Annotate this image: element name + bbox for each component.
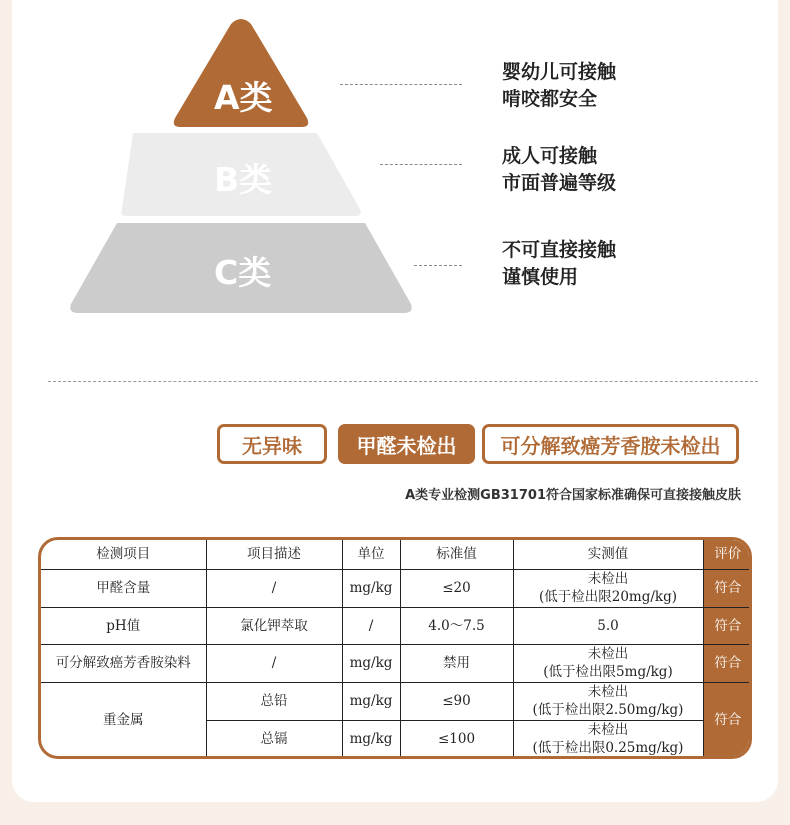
header-cell: 检测项目 (41, 540, 206, 569)
cell-unit: mg/kg (342, 644, 400, 682)
leader-line-c (414, 265, 462, 266)
cell-desc: 总铅 (206, 682, 342, 720)
cell-unit: mg/kg (342, 720, 400, 758)
cell-item: 甲醛含量 (41, 569, 206, 607)
tag-formaldehyde: 甲醛未检出 (338, 424, 475, 464)
header-cell: 标准值 (400, 540, 513, 569)
grade-b-description (502, 143, 616, 197)
grade-a-description (502, 59, 616, 113)
grade-c-description (502, 237, 616, 291)
cell-value: 5.0 (513, 607, 703, 644)
header-cell: 实测值 (513, 540, 703, 569)
cell-eval: 符合 (703, 607, 752, 644)
cell-item: 重金属 (41, 682, 206, 758)
table-row (41, 644, 752, 682)
cell-unit: mg/kg (342, 682, 400, 720)
cell-value (513, 644, 703, 682)
pyramid-label-b: B类 (214, 160, 273, 199)
cell-value (513, 720, 703, 758)
cell-desc: 氯化钾萃取 (206, 607, 342, 644)
cell-std: ≤90 (400, 682, 513, 720)
leader-line-a (340, 84, 462, 85)
table-row (41, 607, 752, 644)
cell-unit: mg/kg (342, 569, 400, 607)
grade-pyramid (0, 0, 790, 330)
desc-line: 不可直接接触 (502, 239, 617, 261)
cell-std: ≤20 (400, 569, 513, 607)
tag-no-odor: 无异味 (217, 424, 327, 464)
pyramid-label-a: A类 (214, 78, 273, 117)
cell-desc: / (206, 569, 342, 607)
tag-aromatic-amine: 可分解致癌芳香胺未检出 (482, 424, 739, 464)
cell-unit: / (342, 607, 400, 644)
cell-std: 禁用 (400, 644, 513, 682)
value-detail: (低于检出限5mg/kg) (543, 664, 673, 680)
table-row (41, 682, 752, 720)
value-detail: (低于检出限2.50mg/kg) (532, 702, 684, 718)
leader-line-b (380, 164, 462, 165)
desc-line: 谨慎使用 (502, 266, 579, 288)
test-report-table (38, 537, 752, 759)
standard-note: A类专业检测GB31701符合国家标准确保可直接接触皮肤 (405, 488, 741, 503)
cell-std: ≤100 (400, 720, 513, 758)
cell-desc: 总镉 (206, 720, 342, 758)
pyramid-label-c: C类 (214, 253, 272, 292)
cell-eval: 符合 (703, 644, 752, 682)
cell-item: 可分解致癌芳香胺染料 (41, 644, 206, 682)
cell-eval: 符合 (703, 569, 752, 607)
value-main: 未检出 (587, 684, 629, 700)
desc-line: 婴幼儿可接触 (502, 61, 617, 83)
value-main: 未检出 (587, 722, 629, 739)
cell-value (513, 682, 703, 720)
cell-std: 4.0～7.5 (400, 607, 513, 644)
cell-item: pH值 (41, 607, 206, 644)
value-detail: (低于检出限0.25mg/kg) (532, 740, 684, 757)
header-cell: 项目描述 (206, 540, 342, 569)
value-main: 未检出 (587, 571, 629, 587)
desc-line: 啃咬都安全 (502, 88, 598, 110)
cell-value (513, 569, 703, 607)
desc-line: 市面普遍等级 (502, 172, 617, 194)
table-row (41, 569, 752, 607)
value-main: 未检出 (587, 646, 629, 662)
table-header-row (41, 540, 752, 569)
cell-desc: / (206, 644, 342, 682)
header-cell: 评价 (703, 540, 752, 569)
section-divider (48, 381, 758, 382)
cell-eval: 符合 (703, 682, 752, 758)
header-cell: 单位 (342, 540, 400, 569)
desc-line: 成人可接触 (502, 145, 598, 167)
value-detail: (低于检出限20mg/kg) (538, 589, 678, 605)
